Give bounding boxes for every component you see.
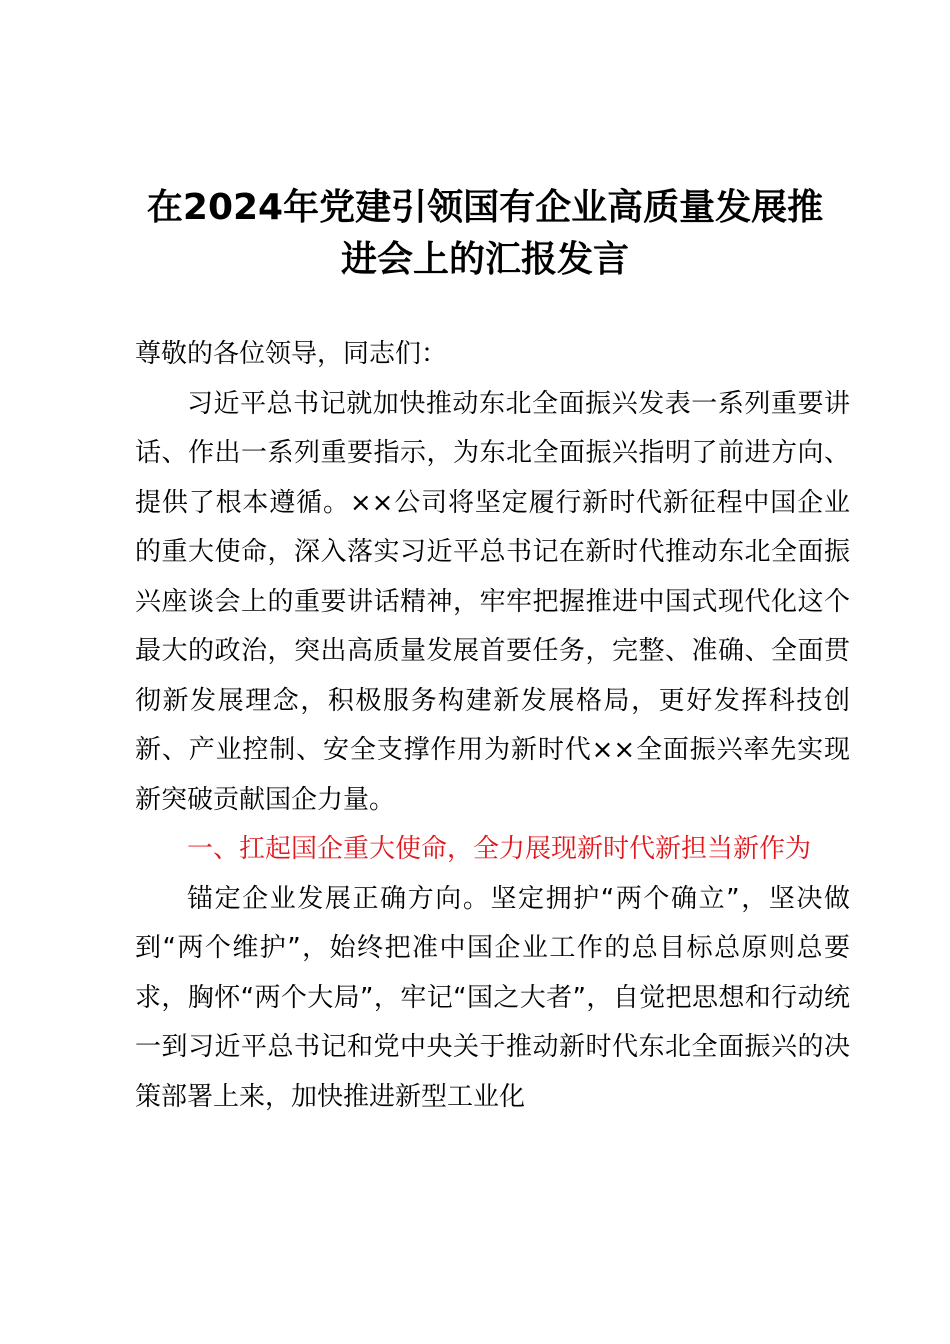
document-body <box>135 330 850 1122</box>
title-line-2: 进会上的汇报发言 <box>340 239 629 280</box>
paragraph-1: 习近平总书记就加快推动东北全面振兴发表一系列重要讲话、作出一系列重要指示，为东北全面振兴指明了前进方向、提供了根本遵循。××公司将坚定履行新时代新征程中国企业的重大使命，深入落实习近平总书记在新时代推动东北全面振兴座谈会上的重要讲话精神，牢牢把握推进中国式现代化这个最大的政治，突出高质量发展首要任务，完整、准确、全面贯彻新发展理念，积极服务构建新发展格局，更好发挥科技创新、产业控制、安全支撑作用为新时代××全面振兴率先实现新突破贡献国企力量。 <box>135 388 850 815</box>
salutation: 尊敬的各位领导，同志们： <box>135 339 448 369</box>
paragraph-2: 锚定企业发展正确方向。坚定拥护“两个确立”，坚决做到“两个维护”，始终把准中国企业工作的总目标总原则总要求，胸怀“两个大局”，牢记“国之大者”，自觉把思想和行动统一到习近平总书记和党中央关于推动新时代东北全面振兴的决策部署上来，加快推进新型工业化 <box>135 883 850 1112</box>
document-title <box>120 182 850 286</box>
title-line-1: 在2024年党建引领国有企业高质量发展推 <box>146 187 824 228</box>
section-heading-1: 一、扛起国企重大使命，全力展现新时代新担当新作为 <box>187 834 812 864</box>
